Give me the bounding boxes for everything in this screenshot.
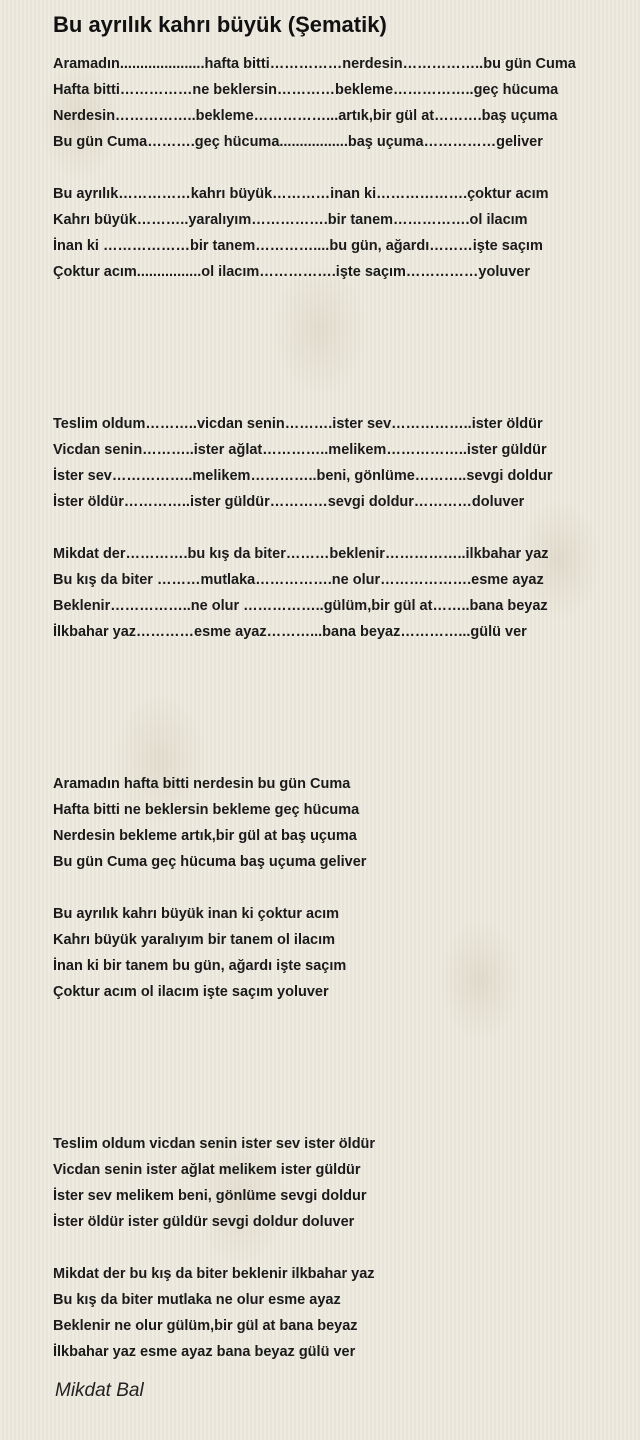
poem-line: Mikdat der bu kış da biter beklenir ilkbahar yaz: [53, 1266, 375, 1282]
schematic-line: İster öldür…………..ister güldür…………sevgi doldur…………doluver: [53, 494, 525, 510]
schematic-stanza-1: [53, 51, 576, 155]
schematic-line: Bu ayrılık……………kahrı büyük…………inan ki……………….çoktur acım: [53, 186, 549, 202]
schematic-line: İlkbahar yaz…………esme ayaz………...bana beyaz…………...gülü ver: [53, 624, 527, 640]
schematic-stanza-2: [53, 181, 549, 285]
poem-line: İster sev melikem beni, gönlüme sevgi doldur: [53, 1188, 367, 1204]
poem-line: Bu ayrılık kahrı büyük inan ki çoktur acım: [53, 906, 340, 922]
schematic-line: Nerdesin……………..bekleme……………...artık,bir gül at……….baş uçuma: [53, 108, 558, 124]
page-title: Bu ayrılık kahrı büyük (Şematik): [53, 12, 387, 37]
schematic-line: Çoktur acım................ol ilacım…………….işte saçım……………yoluver: [53, 264, 531, 280]
schematic-line: Bu kış da biter ………mutlaka…………….ne olur……………….esme ayaz: [53, 572, 544, 588]
schematic-line: İster sev……………..melikem…………..beni, gönlüme………..sevgi doldur: [53, 468, 553, 484]
poem-line: Vicdan senin ister ağlat melikem ister güldür: [53, 1162, 361, 1178]
poem-stanza-1: [53, 771, 366, 875]
poem-line: İnan ki bir tanem bu gün, ağardı işte saçım: [53, 958, 347, 974]
poem-line: Teslim oldum vicdan senin ister sev ister öldür: [53, 1136, 376, 1152]
schematic-line: Bu gün Cuma……….geç hücuma.................baş uçuma……………geliver: [53, 134, 543, 150]
schematic-line: Vicdan senin………..ister ağlat…………..melikem……………..ister güldür: [53, 442, 547, 458]
author-signature: Mikdat Bal: [55, 1380, 144, 1401]
poem-line: Bu gün Cuma geç hücuma baş uçuma geliver: [53, 854, 367, 870]
poem-line: İster öldür ister güldür sevgi doldur doluver: [53, 1214, 355, 1230]
schematic-line: Kahrı büyük………..yaralıyım…………….bir tanem…………….ol ilacım: [53, 212, 528, 228]
poem-line: Nerdesin bekleme artık,bir gül at baş uçuma: [53, 828, 357, 844]
poem-stanza-4: [53, 1261, 375, 1365]
schematic-line: Teslim oldum………..vicdan senin……….ister sev……………..ister öldür: [53, 416, 543, 432]
schematic-stanza-3: [53, 411, 553, 515]
poem-stanza-3: [53, 1131, 375, 1235]
poem-line: Kahrı büyük yaralıyım bir tanem ol ilacım: [53, 932, 336, 948]
poem-line: İlkbahar yaz esme ayaz bana beyaz gülü ver: [53, 1344, 356, 1360]
poem-stanza-2: [53, 901, 346, 1005]
schematic-line: Mikdat der………….bu kış da biter………beklenir……………..ilkbahar yaz: [53, 546, 549, 562]
schematic-line: İnan ki ………………bir tanem…………....bu gün, ağardı………işte saçım: [53, 238, 543, 254]
poem-line: Aramadın hafta bitti nerdesin bu gün Cuma: [53, 776, 351, 792]
schematic-line: Hafta bitti……………ne beklersin…………bekleme……………..geç hücuma: [53, 82, 559, 98]
poem-line: Bu kış da biter mutlaka ne olur esme ayaz: [53, 1292, 341, 1308]
schematic-stanza-4: [53, 541, 549, 645]
schematic-line: Beklenir……………..ne olur ……………..gülüm,bir gül at……..bana beyaz: [53, 598, 548, 614]
schematic-line: Aramadın.....................hafta bitti……………nerdesin……………..bu gün Cuma: [53, 56, 576, 72]
poem-line: Çoktur acım ol ilacım işte saçım yoluver: [53, 984, 329, 1000]
poem-line: Beklenir ne olur gülüm,bir gül at bana beyaz: [53, 1318, 358, 1334]
poem-line: Hafta bitti ne beklersin bekleme geç hücuma: [53, 802, 360, 818]
